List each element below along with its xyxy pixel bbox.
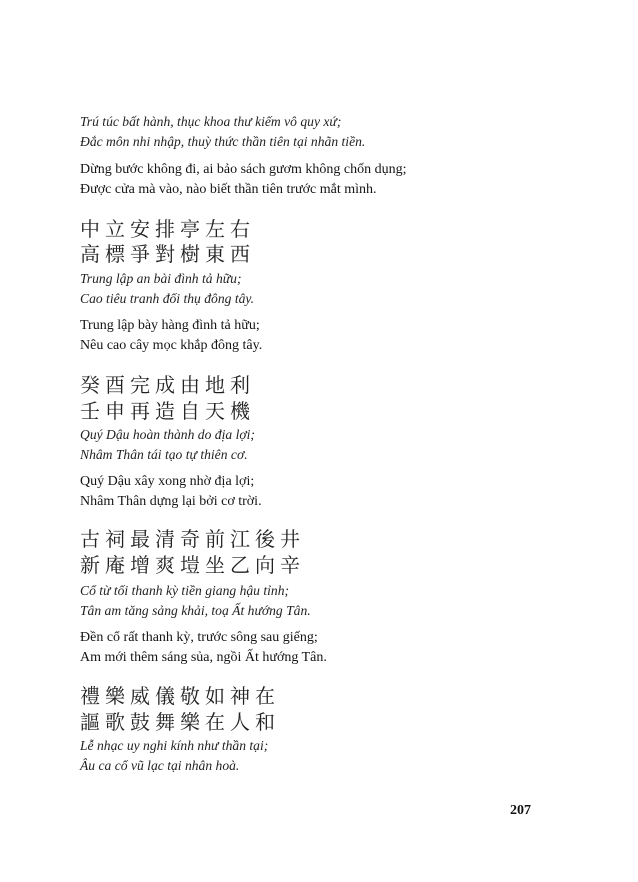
translation-line: Trung lập bày hàng đình tả hữu;: [80, 318, 260, 333]
transliteration-line: Cao tiêu tranh đối thụ đông tây.: [80, 291, 255, 306]
chinese-verse-line: 高標爭對樹東西: [80, 242, 255, 266]
translation-line: Nhâm Thân dựng lại bởi cơ trời.: [80, 494, 262, 509]
chinese-verse-line: 古祠最清奇前江後井: [80, 527, 305, 551]
transliteration-line: Trung lập an bài đình tả hữu;: [80, 271, 242, 286]
chinese-verse-line: 癸酉完成由地利: [80, 373, 255, 397]
transliteration-line: Âu ca cổ vũ lạc tại nhân hoà.: [80, 758, 240, 773]
transliteration-line: Lễ nhạc uy nghi kính như thần tại;: [80, 738, 269, 753]
transliteration-line: Trú túc bất hành, thục khoa thư kiếm vô quy xứ;: [80, 114, 342, 129]
chinese-verse-line: 謳歌鼓舞樂在人和: [80, 710, 280, 734]
chinese-verse-line: 禮樂威儀敬如神在: [80, 684, 280, 708]
transliteration-line: Đắc môn nhi nhập, thuỳ thức thần tiên tại nhãn tiền.: [80, 134, 366, 149]
transliteration-line: Cổ từ tối thanh kỳ tiền giang hậu tỉnh;: [80, 583, 290, 598]
translation-line: Dừng bước không đi, ai bảo sách gươm không chốn dụng;: [80, 162, 407, 177]
page-number: 207: [510, 803, 531, 818]
translation-line: Quý Dậu xây xong nhờ địa lợi;: [80, 474, 255, 489]
chinese-verse-line: 中立安排亭左右: [80, 217, 255, 241]
transliteration-line: Nhâm Thân tái tạo tự thiên cơ.: [80, 447, 248, 462]
chinese-verse-line: 壬申再造自天機: [80, 399, 255, 423]
transliteration-line: Quý Dậu hoàn thành do địa lợi;: [80, 427, 255, 442]
transliteration-line: Tân am tăng sảng khải, toạ Ất hướng Tân.: [80, 603, 311, 618]
chinese-verse-line: 新庵增爽塏坐乙向辛: [80, 553, 305, 577]
translation-line: Đền cổ rất thanh kỳ, trước sông sau giếng;: [80, 630, 318, 645]
translation-line: Được cửa mà vào, nào biết thần tiên trước mắt mình.: [80, 182, 377, 197]
translation-line: Nêu cao cây mọc khắp đông tây.: [80, 338, 263, 353]
translation-line: Am mới thêm sáng sủa, ngồi Ất hướng Tân.: [80, 650, 327, 665]
